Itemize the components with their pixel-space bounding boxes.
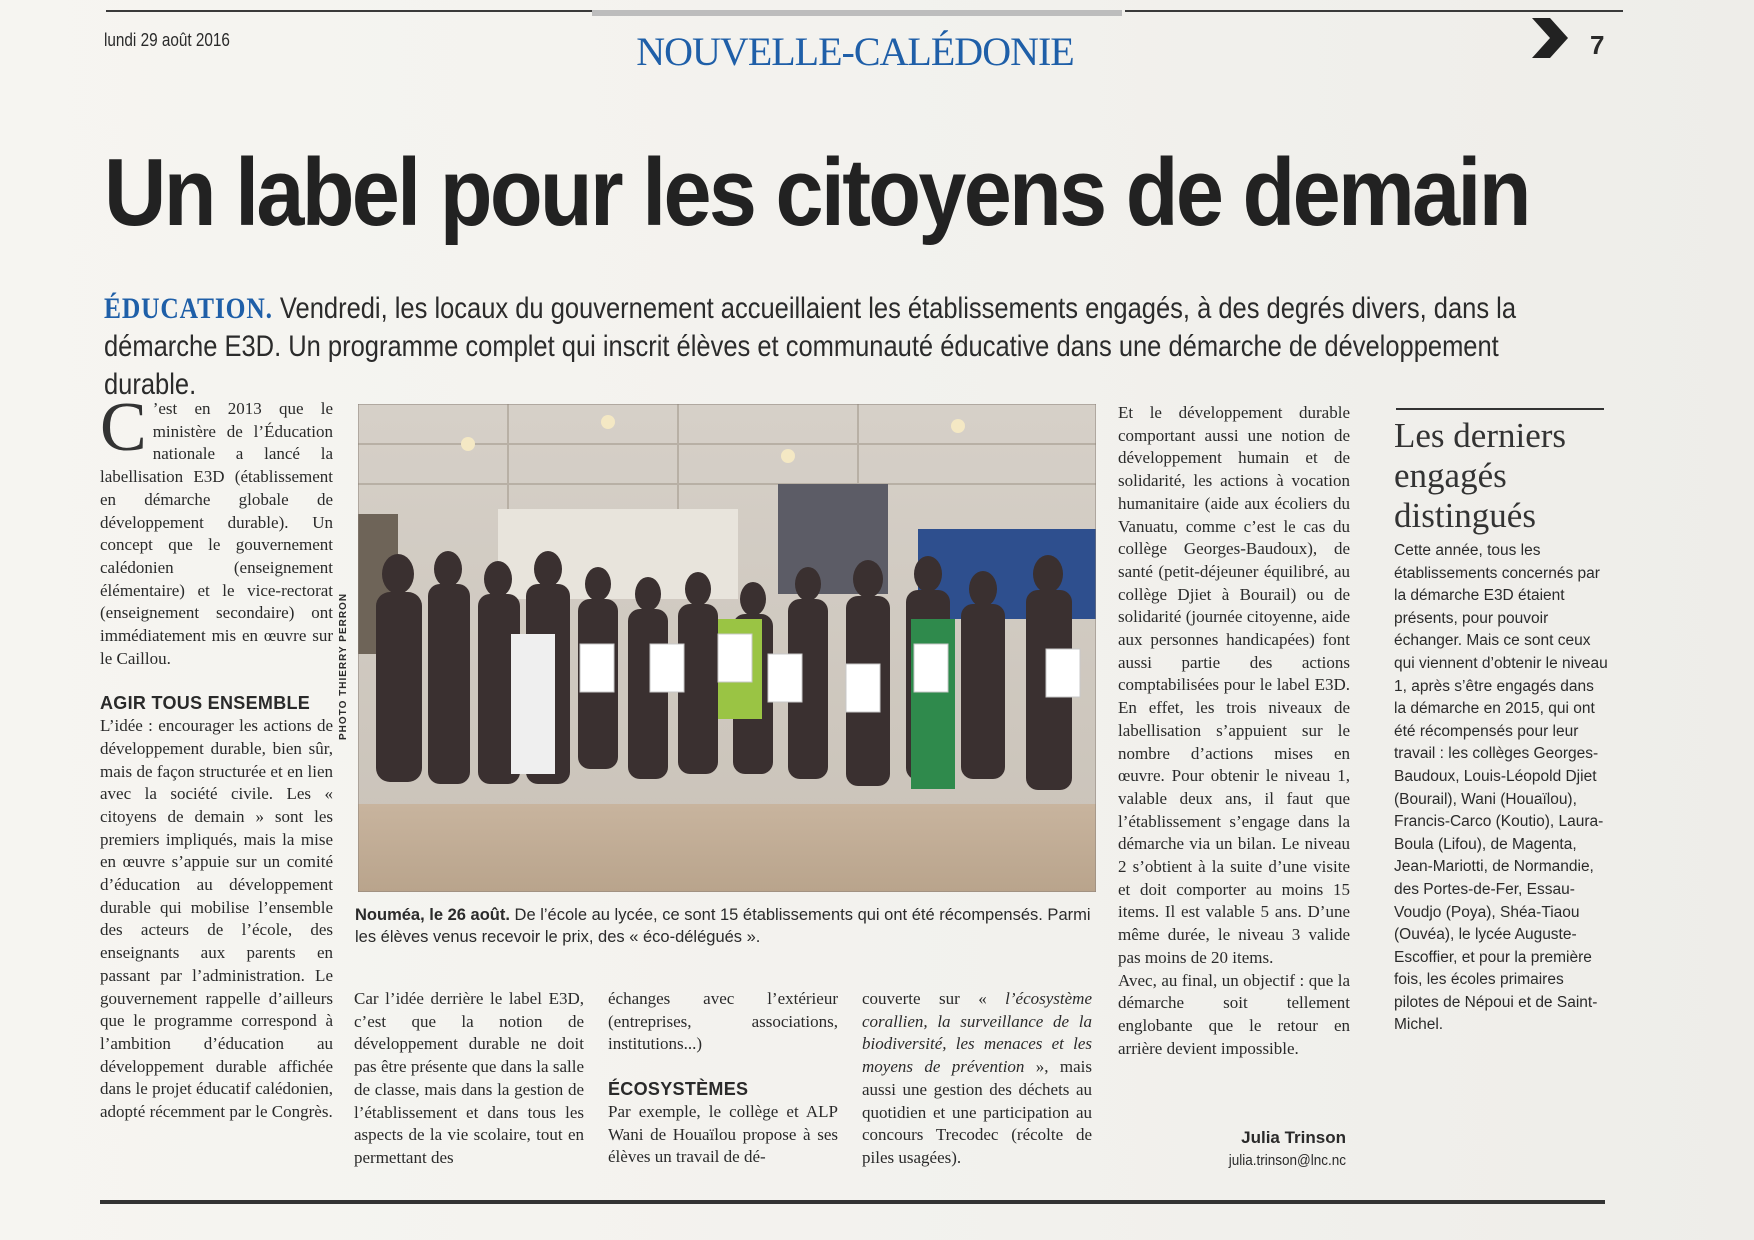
caption-lead: Nouméa, le 26 août. xyxy=(355,906,510,924)
page-number: 7 xyxy=(1590,30,1605,60)
sidebar-title: Les derniers engagés distingués xyxy=(1394,416,1567,535)
standfirst-text: Vendredi, les locaux du gouvernement accueillaient les établissements engagés, à des degrés divers, dans la démarche E3D. Un programme complet qui inscrit élèves et communauté éducative dans une démarche de développement durable. xyxy=(104,292,1517,401)
issue-date: lundi 29 août 2016 xyxy=(104,30,230,50)
quoted-text: l’écosystème corallien, la surveillance de la biodiversité, les menaces et les moyens de prévention xyxy=(862,989,1092,1077)
intro-text: ’est en 2013 que le ministère de l’Éducation nationale a lancé la labellisation E3D (établissement en démarche globale de développement durable). Un concept que le gouvernement calédonien (enseignement élémentaire) et le vice-rectorat (enseignement secondaire) ont immédiatement mis en œuvre sur le Caillou. xyxy=(100,399,333,668)
article-column-1 xyxy=(100,389,333,1124)
photo-caption xyxy=(355,904,1095,948)
byline xyxy=(1120,1128,1346,1169)
body-paragraph: Avec, au final, un objectif : que la démarche soit tellement englobante que le retour en arrière devient impossible. xyxy=(1118,970,1350,1058)
body-text: », mais aussi une gestion des déchets au quotidien et une participation au concours Trecodec (récolte de piles usagées). xyxy=(862,1057,1092,1167)
photo-credit: PHOTO THIERRY PERRON xyxy=(338,592,349,740)
subheading: ÉCOSYSTÈMES xyxy=(608,1079,749,1100)
article-column-5 xyxy=(1118,402,1350,1060)
drop-cap: C xyxy=(100,389,147,466)
group-photo xyxy=(358,404,1096,892)
body-text: couverte sur « xyxy=(862,989,1006,1008)
sidebar-rule xyxy=(1396,408,1604,410)
body-paragraph xyxy=(862,988,1092,1170)
article-column-2 xyxy=(354,988,584,1170)
header-rule-gray xyxy=(592,10,1122,16)
body-paragraph: échanges avec l’extérieur (entreprises, associations, institutions...) xyxy=(608,989,838,1054)
body-paragraph: L’idée : encourager les actions de développement durable, bien sûr, mais de façon structurée et en lien avec la société civile. Les « citoyens de demain » sont les premiers impliqués, mais la mise en œuvre s’appuie sur un comité d’éducation au développement durable qui mobilise l’ensemble des acteurs de l’école, des enseignants aux parents en passant par l’administration. Le gouvernement rappelle d’ailleurs que le programme correspond à l’ambition d’éducation au développement durable affichée dans le projet éducatif calédonien, adopté récemment par le Congrès. xyxy=(100,716,333,1122)
header-rule xyxy=(1125,10,1623,12)
sidebar-body: Cette année, tous les établissements concernés par la démarche E3D étaient présents, pour pouvoir échanger. Mais ce sont ceux qui viennent d’obtenir le niveau 1, après s’être engagés dans la démarche en 2015, qui ont été récompensés pour leur travail : les collèges Georges-Baudoux, Louis-Léopold Djiet (Bourail), Wani (Houaïlou), Francis-Carco (Koutio), Laura-Boula (Lifou), de Magenta, Jean-Mariotti, de Normandie, des Portes-de-Fer, Essau-Voudjo (Poya), Shéa-Tiaou (Ouvéa), le lycée Auguste-Escoffier, et pour la première fois, les écoles primaires pilotes de Népoui et de Saint-Michel. xyxy=(1394,542,1608,1034)
body-paragraph: Par exemple, le collège et ALP Wani de Houaïlou propose à ses élèves un travail de dé- xyxy=(608,1101,838,1167)
photo-illustration xyxy=(358,404,1096,892)
caption-text: De l’école au lycée, ce sont 15 établissements qui ont été récompensés. Parmi les élèves venus recevoir le prix, des « éco-délégués ». xyxy=(355,906,1091,946)
author-name: Julia Trinson xyxy=(1241,1128,1346,1147)
subheading: AGIR TOUS ENSEMBLE xyxy=(100,693,311,714)
chevron-right-icon xyxy=(1530,18,1568,58)
body-paragraph: Et le développement durable comportant aussi une notion de développement humain et de solidarité, les actions à vocation humanitaire (aide aux écoliers du Vanuatu, comme c’est le cas du collège Georges-Baudoux), de santé (petit-déjeuner équilibré, au collège Djiet à Bourail) ou de solidarité (journée citoyenne, aide aux personnes handicapées) font aussi partie des actions comptabilisées pour le label E3D. En effet, les trois niveaux de labellisation s’appuient sur le nombre d’actions mises en œuvre. Pour obtenir le niveau 1, valable deux ans, il faut que l’établissement s’engage dans la démarche via un bilan. Le niveau 2 s’obtient à la suite d’une visite et doit comporter au moins 15 items. Il est valable 5 ans. D’une même durée, le niveau 3 valide pas moins de 20 items. xyxy=(1118,403,1350,967)
article-headline: Un label pour les citoyens de demain xyxy=(104,139,1529,246)
section-title: NOUVELLE-CALÉDONIE xyxy=(636,29,1074,74)
header-rule xyxy=(106,10,592,12)
author-email[interactable]: julia.trinson@lnc.nc xyxy=(1228,1152,1346,1169)
intro-paragraph xyxy=(100,389,333,670)
footer-rule xyxy=(100,1200,1605,1204)
body-paragraph: Car l’idée derrière le label E3D, c’est que la notion de développement durable ne doit pas être présente que dans la salle de classe, mais dans la gestion de l’établissement et dans tous les aspects de la vie scolaire, tout en permettant des xyxy=(354,989,584,1167)
article-column-3 xyxy=(608,988,838,1169)
section-kicker: ÉDUCATION. xyxy=(104,292,273,325)
article-standfirst xyxy=(104,290,1583,404)
article-column-4 xyxy=(862,988,1092,1170)
